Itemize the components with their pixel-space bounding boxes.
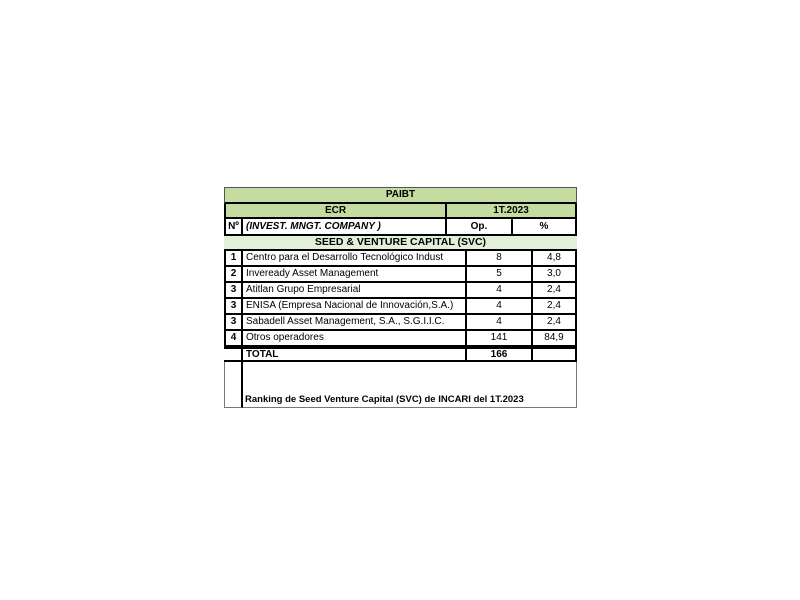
total-pct-blank xyxy=(533,349,577,360)
table-row xyxy=(224,315,577,331)
row-company: ENISA (Empresa Nacional de Innovación,S.A.) xyxy=(243,299,467,313)
row-company: Atitlan Grupo Empresarial xyxy=(243,283,467,297)
note-row xyxy=(224,362,577,408)
row-op: 8 xyxy=(467,251,533,265)
row-rank: 1 xyxy=(224,251,243,265)
col-header-number: Nº xyxy=(226,219,243,234)
row-rank: 3 xyxy=(224,299,243,313)
ranking-table xyxy=(224,187,577,408)
row-pct: 2,4 xyxy=(533,315,577,329)
table-title-row xyxy=(224,187,577,204)
total-op: 166 xyxy=(467,349,533,360)
row-op: 141 xyxy=(467,331,533,345)
note-blank-cell xyxy=(224,362,243,408)
table-title: PAIBT xyxy=(385,189,416,200)
row-op: 4 xyxy=(467,299,533,313)
row-op: 4 xyxy=(467,315,533,329)
row-pct: 4,8 xyxy=(533,251,577,265)
table-row xyxy=(224,299,577,315)
row-pct: 3,0 xyxy=(533,267,577,281)
row-op: 4 xyxy=(467,283,533,297)
col-header-pct: % xyxy=(539,220,549,232)
table-caption: Ranking de Seed Venture Capital (SVC) de INCARI del 1T.2023 xyxy=(243,362,577,408)
table-row xyxy=(224,251,577,267)
group-header-ecr: ECR xyxy=(226,204,447,217)
group-header-period: 1T.2023 xyxy=(493,204,529,216)
group-header-row xyxy=(224,204,577,219)
row-rank: 3 xyxy=(224,283,243,297)
total-blank-cell xyxy=(224,349,243,360)
table-row xyxy=(224,331,577,347)
row-pct: 2,4 xyxy=(533,299,577,313)
row-rank: 3 xyxy=(224,315,243,329)
col-header-company: (INVEST. MNGT. COMPANY ) xyxy=(243,219,447,234)
column-header-row xyxy=(224,219,577,236)
table-row xyxy=(224,267,577,283)
row-company: Sabadell Asset Management, S.A., S.G.I.I.C. xyxy=(243,315,467,329)
col-header-op: Op. xyxy=(447,219,513,234)
total-label: TOTAL xyxy=(243,349,467,360)
total-row xyxy=(224,347,577,362)
row-company: Centro para el Desarrollo Tecnológico Indust xyxy=(243,251,467,265)
section-header-row xyxy=(224,236,577,251)
row-rank: 4 xyxy=(224,331,243,345)
row-pct: 84,9 xyxy=(533,331,577,345)
row-op: 5 xyxy=(467,267,533,281)
table-row xyxy=(224,283,577,299)
row-company: Otros operadores xyxy=(243,331,467,345)
row-pct: 2,4 xyxy=(533,283,577,297)
section-header: SEED & VENTURE CAPITAL (SVC) xyxy=(314,236,487,249)
row-rank: 2 xyxy=(224,267,243,281)
row-company: Inveready Asset Management xyxy=(243,267,467,281)
